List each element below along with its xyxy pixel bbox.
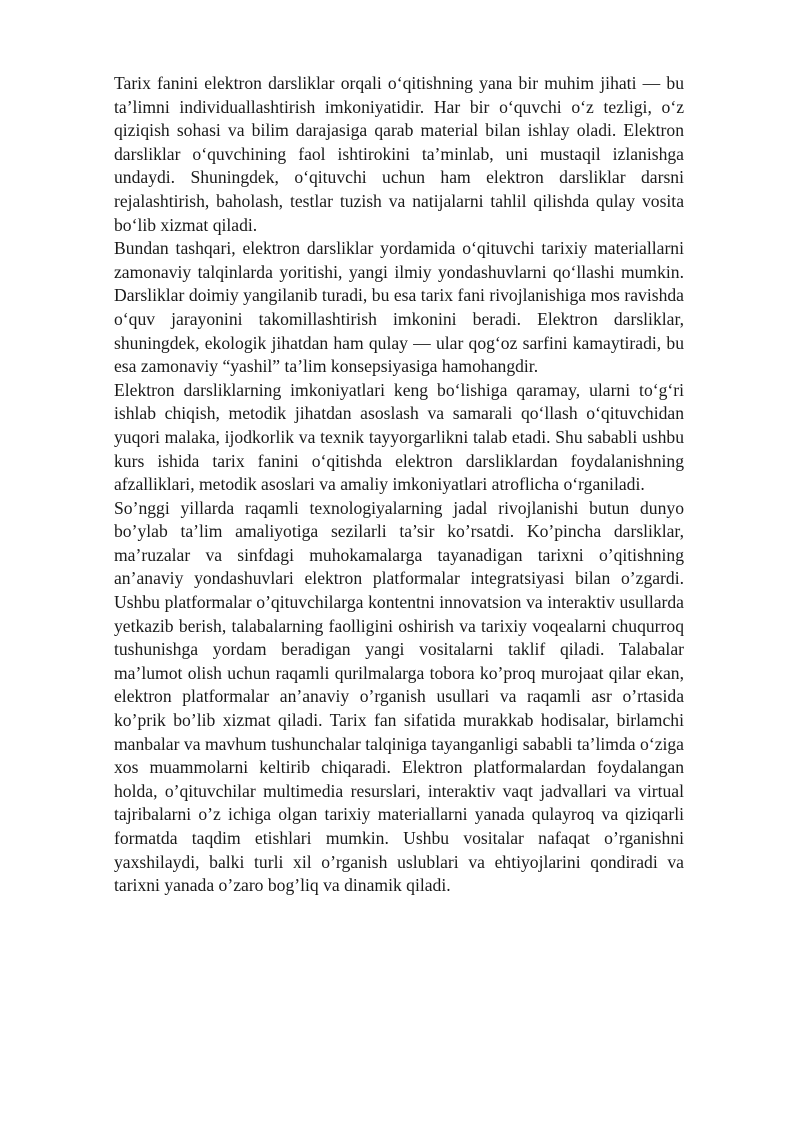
paragraph-individualization: Tarix fanini elektron darsliklar orqali o‘qitishning yana bir muhim jihati — bu ta’limni individuallashtirish imkoniyatidir. Har bir o‘quvchi o‘z tezligi, o‘z qiziqish sohasi va bilim darajasiga qarab material bilan ishlay oladi. Elektron darsliklar o‘quvchining faol ishtirokini ta’minlab, uni mustaqil izlanishga undaydi. Shuningdek, o‘qituvchi uchun ham elektron darsliklar darsni rejalashtirish, baholash, testlar tuzish va natijalarni tahlil qilishda qulay vosita bo‘lib xizmat qiladi. [114, 73, 684, 235]
document-page [114, 72, 684, 898]
paragraph-digital-platforms: So’nggi yillarda raqamli texnologiyalarning jadal rivojlanishi butun dunyo bo’ylab ta’lim amaliyotiga sezilarli ta’sir ko’rsatdi. Ko’pincha darsliklar, ma’ruzalar va sinfdagi muhokamalarga tayanadigan tarixni o’qitishning an’anaviy yondashuvlari elektron platformalar integratsiyasi bilan o’zgardi. Ushbu platformalar o’qituvchilarga kontentni innovatsion va interaktiv usullarda yetkazib berish, talabalarning faolligini oshirish va tarixiy voqealarni chuqurroq tushunishga yordam beradigan yangi vositalarni taklif qiladi. Talabalar ma’lumot olish uchun raqamli qurilmalarga tobora ko’proq murojaat qilar ekan, elektron platformalar an’anaviy o’rganish usullari va raqamli asr o’rtasida ko’prik bo’lib xizmat qiladi. Tarix fan sifatida murakkab hodisalar, birlamchi manbalar va mavhum tushunchalar talqiniga tayanganligi sababli ta’limda o‘ziga xos muammolarni keltirib chiqaradi. Elektron platformalardan foydalangan holda, o’qituvchilar multimedia resurslari, interaktiv vaqt jadvallari va virtual tajribalarni o’z ichiga olgan tarixiy materiallarni yanada qulayroq va qiziqarli formatda taqdim etishlari mumkin. Ushbu vositalar nafaqat o’rganishni yaxshilaydi, balki turli xil o’rganish uslublari va ehtiyojlarini qondiradi va tarixni yanada o’zaro bog’liq va dinamik qiladi. [114, 497, 684, 896]
paragraph-modern-interpretation: Bundan tashqari, elektron darsliklar yordamida o‘qituvchi tarixiy materiallarni zamonaviy talqinlarda yoritishi, yangi ilmiy yondashuvlarni qo‘llashi mumkin. Darsliklar doimiy yangilanib turadi, bu esa tarix fani rivojlanishiga mos ravishda o‘quv jarayonini takomillashtirish imkonini beradi. Elektron darsliklar, shuningdek, ekologik jihatdan ham qulay — ular qog‘oz sarfini kamaytiradi, bu esa zamonaviy “yashil” ta’lim konsepsiyasiga hamohangdir. [114, 238, 684, 377]
paragraph-requirements: Elektron darsliklarning imkoniyatlari keng bo‘lishiga qaramay, ularni to‘g‘ri ishlab chiqish, metodik jihatdan asoslash va samarali qo‘llash o‘qituvchidan yuqori malaka, ijodkorlik va texnik tayyorgarlikni talab etadi. Shu sababli ushbu kurs ishida tarix fanini o‘qitishda elektron darsliklardan foydalanishning afzalliklari, metodik asoslari va amaliy imkoniyatlari atroflicha o‘rganiladi. [114, 379, 684, 495]
